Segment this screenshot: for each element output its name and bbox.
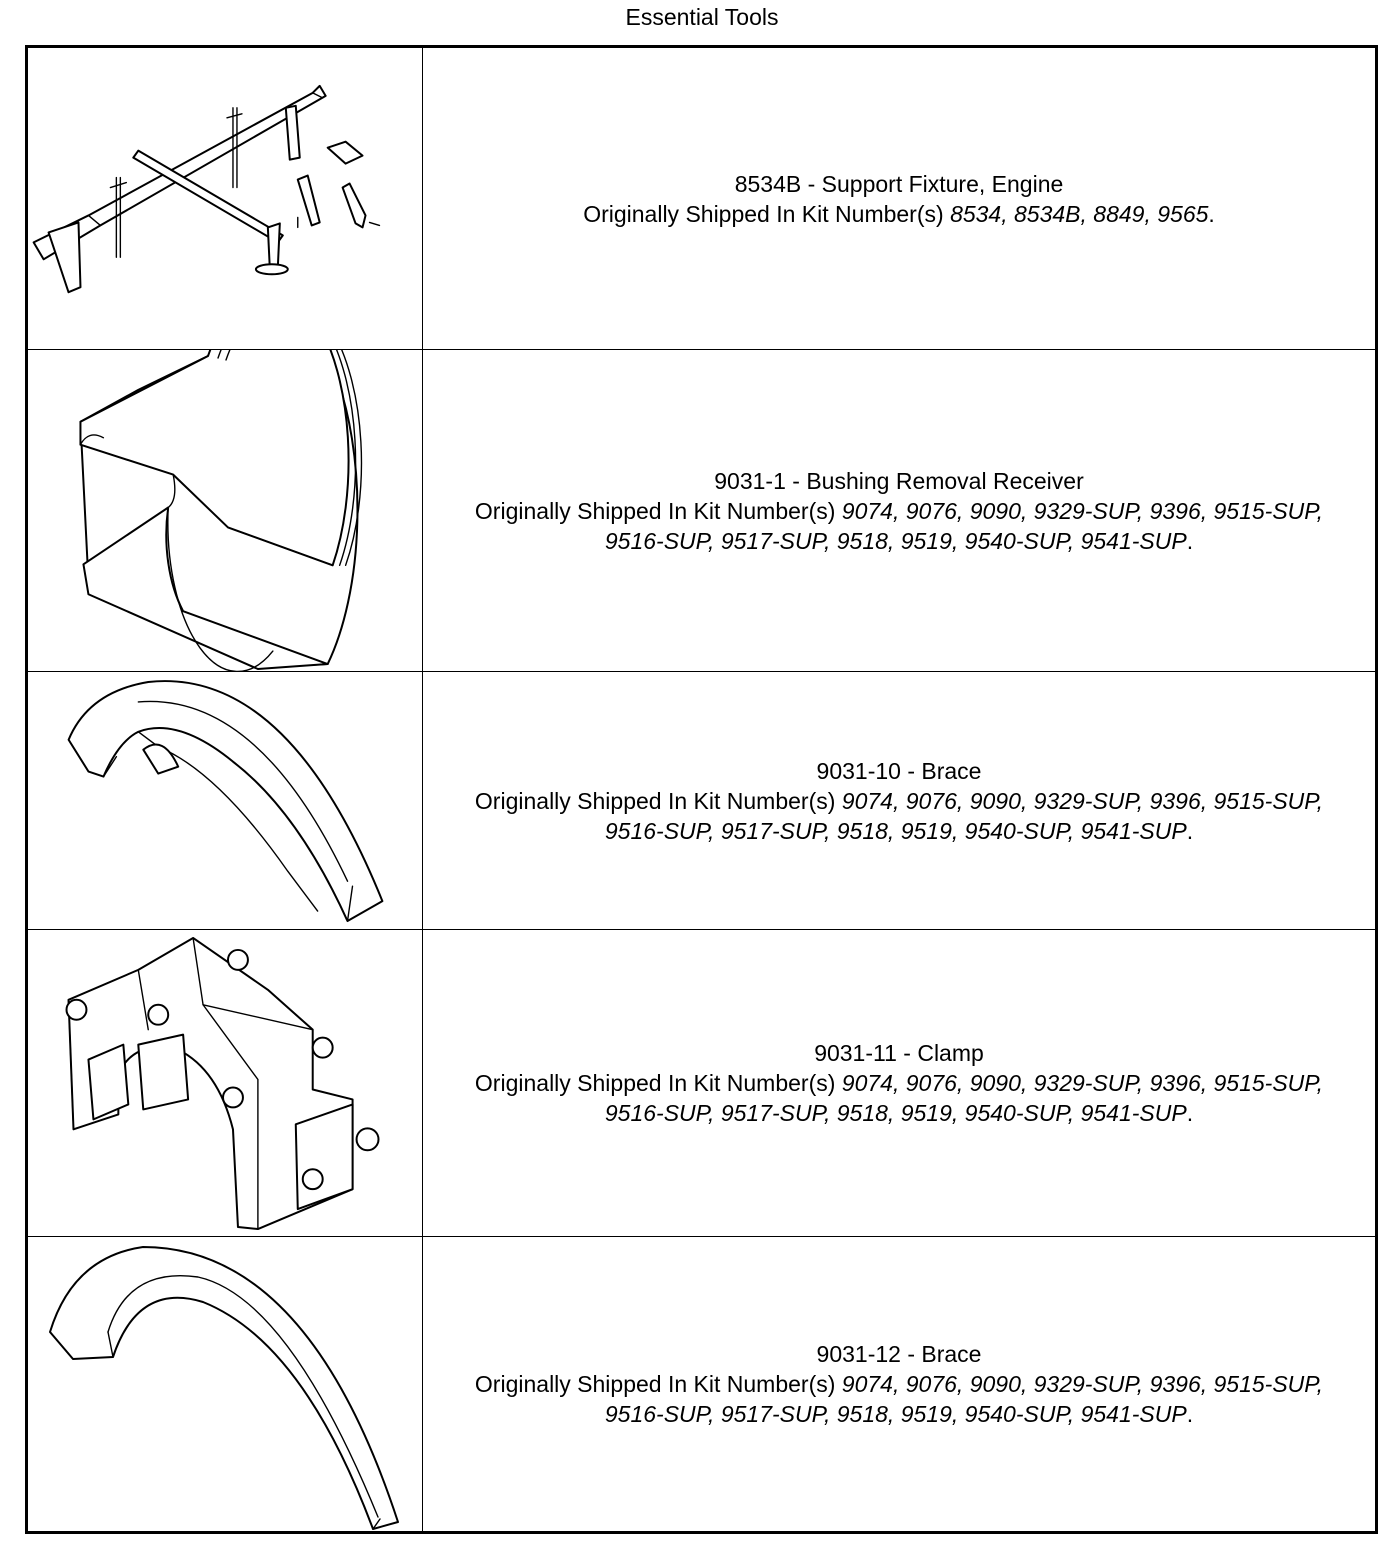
kit-numbers-continued: 9516-SUP, 9517-SUP, 9518, 9519, 9540-SUP, 9541-SUP.	[604, 1401, 1194, 1427]
brace-drawing	[28, 1237, 423, 1531]
table-row	[28, 1237, 1375, 1531]
kit-numbers: Originally Shipped In Kit Number(s) 9074, 9076, 9090, 9329-SUP, 9396, 9515-SUP,	[474, 497, 1324, 524]
kit-numbers-continued: 9516-SUP, 9517-SUP, 9518, 9519, 9540-SUP, 9541-SUP.	[604, 1100, 1194, 1126]
tool-name: 9031-12 - Brace	[816, 1341, 982, 1367]
tool-description	[423, 930, 1375, 1236]
tool-name: 8534B - Support Fixture, Engine	[734, 170, 1064, 197]
table-row	[28, 48, 1375, 350]
tool-description	[423, 1237, 1375, 1531]
table-row	[28, 672, 1375, 930]
tool-image-cell	[28, 1237, 423, 1531]
tool-description	[423, 48, 1375, 349]
tool-image-cell	[28, 350, 423, 671]
tool-description	[423, 350, 1375, 671]
kit-numbers: Originally Shipped In Kit Number(s) 9074, 9076, 9090, 9329-SUP, 9396, 9515-SUP,	[474, 1070, 1324, 1096]
table-row	[28, 930, 1375, 1237]
kit-numbers: Originally Shipped In Kit Number(s) 9074, 9076, 9090, 9329-SUP, 9396, 9515-SUP,	[474, 1371, 1324, 1397]
kit-numbers: Originally Shipped In Kit Number(s) 8534, 8534B, 8849, 9565.	[583, 200, 1215, 227]
brace-drawing	[28, 672, 423, 929]
tool-image-cell	[28, 930, 423, 1236]
tool-image-cell	[28, 672, 423, 929]
tool-name: 9031-10 - Brace	[816, 757, 982, 784]
tool-name: 9031-1 - Bushing Removal Receiver	[714, 467, 1084, 494]
table-row	[28, 350, 1375, 672]
kit-numbers-continued: 9516-SUP, 9517-SUP, 9518, 9519, 9540-SUP, 9541-SUP.	[604, 817, 1194, 844]
tools-table	[25, 45, 1378, 1534]
kit-numbers: Originally Shipped In Kit Number(s) 9074, 9076, 9090, 9329-SUP, 9396, 9515-SUP,	[474, 787, 1324, 814]
bushing-removal-receiver-drawing	[28, 350, 423, 671]
tool-image-cell	[28, 48, 423, 349]
engine-support-fixture-drawing	[28, 48, 423, 349]
tool-description	[423, 672, 1375, 929]
page-title: Essential Tools	[625, 4, 779, 30]
tool-name: 9031-11 - Clamp	[814, 1040, 984, 1066]
clamp-drawing	[28, 930, 423, 1236]
kit-numbers-continued: 9516-SUP, 9517-SUP, 9518, 9519, 9540-SUP, 9541-SUP.	[604, 527, 1194, 554]
